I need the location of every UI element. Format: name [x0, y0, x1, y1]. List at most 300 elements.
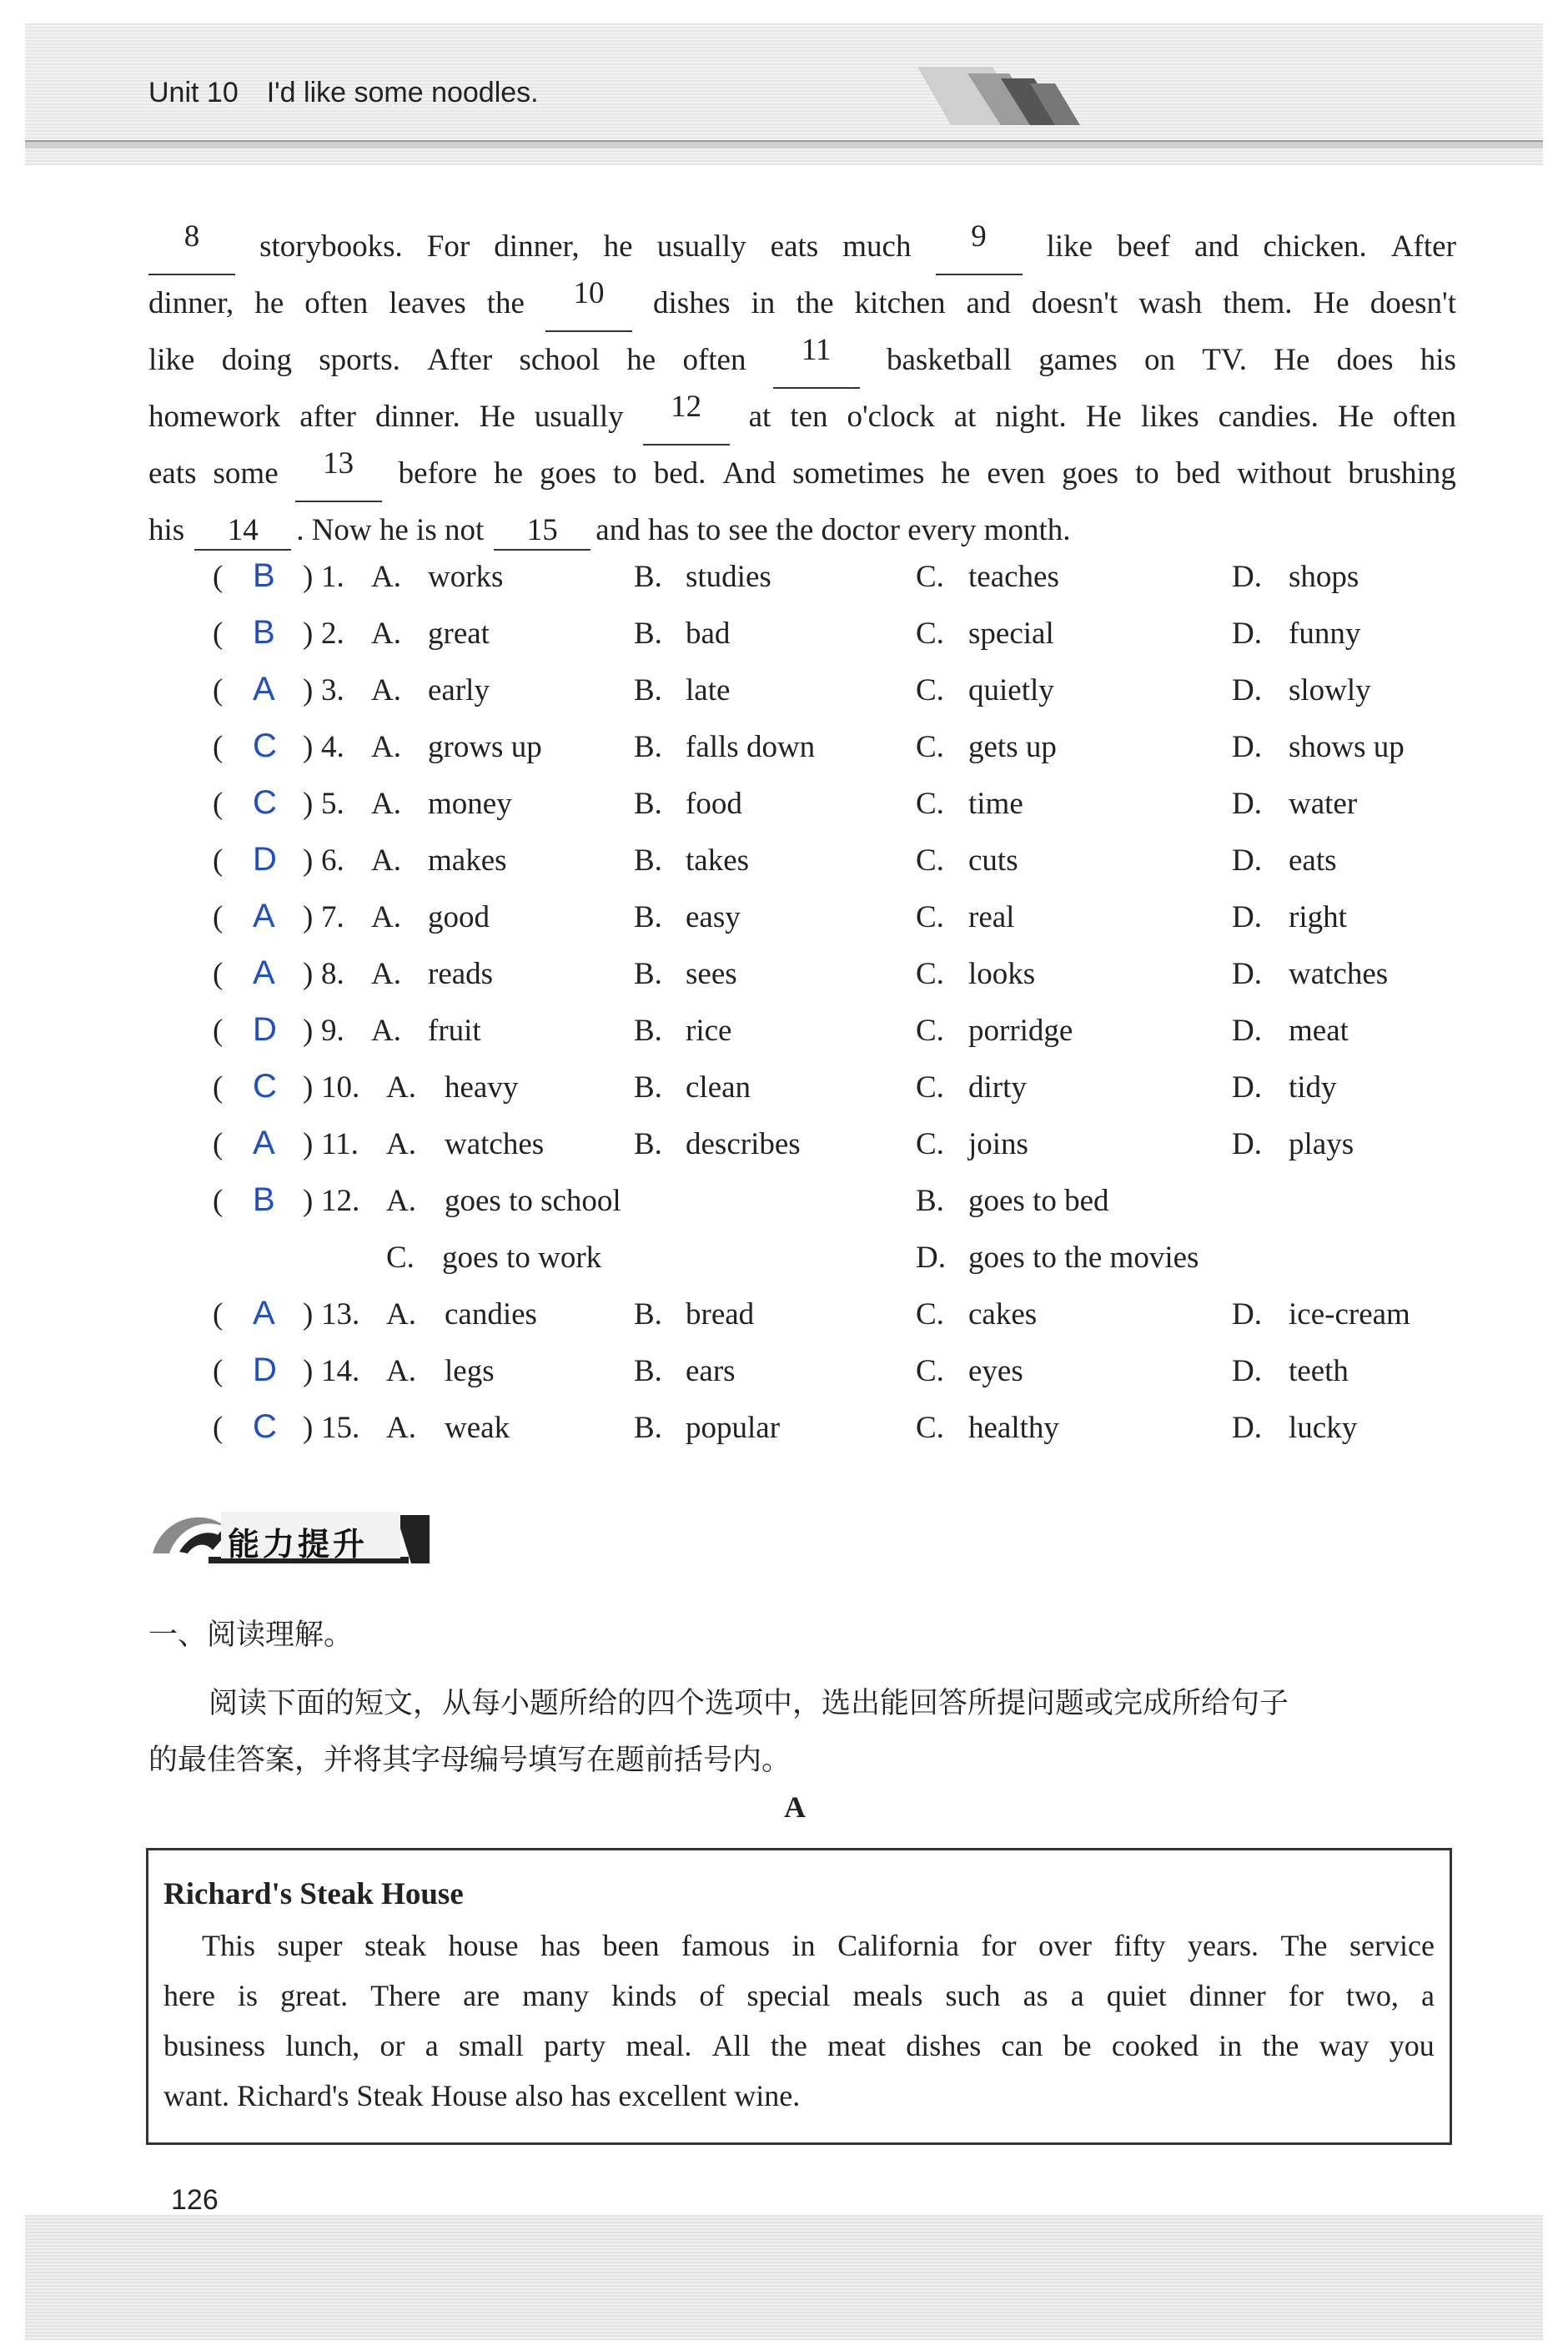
unit-label: Unit 10	[148, 77, 239, 108]
answer-paren-open: (	[213, 560, 224, 594]
passage-word: bed.	[653, 456, 706, 491]
option-c: cuts	[968, 843, 1018, 878]
passage-line	[148, 332, 1456, 389]
passage-word: he	[494, 456, 524, 491]
option-b: studies	[686, 560, 771, 594]
question-row	[213, 956, 1480, 1013]
page-footer	[25, 2215, 1543, 2340]
option-letter-c: C.	[916, 1411, 944, 1445]
question-number: 4.	[321, 730, 344, 764]
body-word: a	[1070, 1979, 1084, 2012]
option-letter-c: C.	[916, 1014, 944, 1048]
passage-word: He	[1085, 400, 1122, 434]
option-d: shops	[1289, 560, 1359, 594]
option-letter-c: C.	[386, 1241, 415, 1275]
passage-word: without	[1237, 456, 1332, 491]
option-a: goes to school	[445, 1184, 621, 1218]
body-word: a	[425, 2029, 439, 2062]
body-word: meat	[827, 2029, 886, 2062]
passage-word: He	[479, 400, 515, 434]
question-number: 15.	[321, 1411, 360, 1445]
cloze-blank[interactable]: 11	[773, 332, 860, 389]
answer-paren-close: )	[303, 787, 314, 821]
option-letter-c: C.	[916, 1070, 944, 1105]
passage-word: at	[748, 400, 771, 434]
answer-paren-open: (	[213, 843, 224, 878]
option-c: cakes	[968, 1297, 1038, 1332]
passage-word: often	[304, 286, 369, 320]
question-row	[213, 1183, 1480, 1240]
body-word: meals	[852, 1979, 923, 2012]
answer-letter[interactable]: B	[253, 557, 275, 594]
option-letter-b: B.	[634, 843, 662, 878]
option-letter-b: B.	[634, 730, 662, 764]
body-word: two,	[1345, 1979, 1399, 2012]
body-word: There	[370, 1979, 441, 2012]
answer-paren-close: )	[303, 1411, 314, 1445]
body-word: lunch,	[285, 2029, 360, 2062]
body-word: party	[544, 2029, 606, 2062]
answer-paren-close: )	[303, 1354, 314, 1388]
passage-word: He	[1313, 286, 1349, 320]
option-a: fruit	[428, 1014, 481, 1048]
passage-word: after	[299, 400, 356, 434]
passage-word: homework	[148, 400, 281, 434]
option-letter-c: C.	[916, 560, 944, 594]
passage-word: games	[1038, 343, 1118, 377]
answer-letter[interactable]: C	[253, 784, 277, 821]
passage-word: He	[1337, 400, 1374, 434]
passage-letter: A	[784, 1790, 806, 1824]
body-word: over	[1038, 1929, 1092, 1962]
body-word: is	[238, 1979, 259, 2012]
option-letter-d: D.	[1232, 1014, 1262, 1048]
passage-word: wash	[1138, 286, 1203, 320]
option-a: reads	[428, 957, 494, 991]
passage-body-line	[163, 2021, 1435, 2071]
header-title	[148, 77, 539, 109]
answer-paren-close: )	[303, 1297, 314, 1332]
question-number: 9.	[321, 1014, 344, 1048]
option-letter-a: A.	[371, 673, 401, 707]
option-b: bad	[686, 617, 731, 651]
passage-word: dinner,	[494, 229, 580, 264]
cloze-blank[interactable]: 10	[545, 275, 632, 332]
answer-paren-open: (	[213, 617, 224, 651]
question-row	[213, 672, 1480, 729]
passage-line	[148, 275, 1456, 332]
body-word: service	[1349, 1929, 1435, 1962]
body-word: years.	[1188, 1929, 1259, 1962]
option-c: time	[968, 787, 1023, 821]
option-c: gets up	[968, 730, 1057, 764]
option-letter-a: A.	[386, 1070, 416, 1105]
option-letter-d: D.	[1232, 900, 1262, 934]
option-b: takes	[686, 843, 750, 878]
passage-body-line	[163, 1921, 1435, 1971]
question-row	[213, 1296, 1480, 1353]
option-a: weak	[445, 1411, 510, 1445]
option-d: ice-cream	[1289, 1297, 1410, 1332]
answer-paren-open: (	[213, 1354, 224, 1388]
passage-word: and	[1194, 229, 1239, 264]
option-a: watches	[445, 1127, 545, 1161]
option-letter-b: B.	[634, 1411, 662, 1445]
body-word: or	[379, 2029, 405, 2062]
passage-word: sometimes	[792, 456, 925, 491]
passage-word: he	[626, 343, 656, 377]
option-d: water	[1289, 787, 1358, 821]
passage-word: some	[213, 456, 279, 491]
option-letter-b: B.	[634, 673, 662, 707]
question-number: 1.	[321, 560, 344, 594]
question-row	[213, 1070, 1480, 1126]
option-a: money	[428, 787, 512, 821]
answer-paren-close: )	[303, 1127, 314, 1161]
answer-paren-close: )	[303, 730, 314, 764]
option-letter-a: A.	[386, 1297, 416, 1332]
passage-word: goes	[1062, 456, 1118, 491]
body-word: special	[746, 1979, 831, 2012]
passage-word: ten	[790, 400, 828, 434]
answer-letter[interactable]: A	[253, 1125, 275, 1161]
option-letter-b: B.	[634, 1070, 662, 1105]
answer-letter[interactable]: A	[253, 1295, 275, 1332]
passage-word: does	[1336, 343, 1394, 377]
body-word: way	[1319, 2029, 1369, 2062]
body-word: super	[277, 1929, 343, 1962]
section-instruction	[148, 1675, 1456, 1789]
passage-word: chicken.	[1263, 229, 1367, 264]
question-number: 13.	[321, 1297, 360, 1332]
answer-paren-open: (	[213, 1070, 224, 1105]
passage-word: eats	[770, 229, 819, 264]
option-c: joins	[968, 1127, 1028, 1161]
option-d: tidy	[1289, 1070, 1337, 1105]
option-d: meat	[1289, 1014, 1349, 1048]
question-number: 5.	[321, 787, 344, 821]
option-letter-a: A.	[386, 1354, 416, 1388]
body-word: such	[945, 1979, 1001, 2012]
question-row	[213, 899, 1480, 956]
passage-word: like	[148, 343, 195, 377]
question-number: 7.	[321, 900, 344, 934]
passage-line	[148, 502, 1456, 559]
body-word: you	[1389, 2029, 1435, 2062]
option-letter-d: D.	[1232, 730, 1262, 764]
question-number: 11.	[321, 1127, 359, 1161]
passage-word: dishes	[653, 286, 731, 320]
option-letter-c: C.	[916, 900, 944, 934]
option-d: goes to the movies	[968, 1241, 1199, 1275]
option-letter-b: B.	[634, 1014, 662, 1048]
reading-passage-box	[146, 1848, 1452, 2145]
instruction-line-1: 阅读下面的短文，从每小题所给的四个选项中，选出能回答所提问题或完成所给句子	[209, 1687, 1289, 1720]
option-c: looks	[968, 957, 1036, 991]
passage-word: he	[941, 456, 971, 491]
option-letter-b: B.	[634, 787, 662, 821]
passage-line	[148, 219, 1456, 275]
answer-letter[interactable]: D	[253, 1011, 277, 1048]
answer-paren-close: )	[303, 1014, 314, 1048]
passage-word: school	[519, 343, 601, 377]
passage-word: night.	[995, 400, 1067, 434]
passage-word: the	[796, 286, 834, 320]
option-c: goes to work	[442, 1241, 602, 1275]
option-b: food	[686, 787, 742, 821]
passage-word: bed	[1175, 456, 1221, 491]
answer-paren-open: (	[213, 1014, 224, 1048]
passage-word: usually	[656, 229, 746, 264]
option-a: works	[428, 560, 504, 594]
answer-paren-open: (	[213, 1411, 224, 1445]
passage-title: Richard's Steak House	[163, 1877, 464, 1911]
passage-word: doesn't	[1031, 286, 1118, 320]
answer-paren-close: )	[303, 617, 314, 651]
option-d: shows up	[1289, 730, 1405, 764]
cloze-blank[interactable]: 13	[295, 446, 382, 502]
answer-letter[interactable]: D	[253, 1352, 277, 1388]
option-letter-a: A.	[371, 1014, 401, 1048]
body-word: dishes	[906, 2029, 982, 2062]
option-letter-c: C.	[916, 1297, 944, 1332]
body-word: fifty	[1113, 1929, 1166, 1962]
body-word: are	[463, 1979, 500, 2012]
passage-word: o'clock	[847, 400, 935, 434]
passage-text: his	[148, 513, 185, 547]
question-number: 8.	[321, 957, 344, 991]
cloze-blank[interactable]: 8	[148, 219, 235, 275]
question-number: 6.	[321, 843, 344, 878]
body-word: business	[163, 2029, 266, 2062]
option-letter-a: A.	[371, 787, 401, 821]
passage-text: . Now he is not	[296, 513, 485, 547]
option-letter-d: D.	[1232, 560, 1262, 594]
passage-word: storybooks.	[259, 229, 403, 264]
option-b: ears	[686, 1354, 736, 1388]
unit-title: I'd like some noodles.	[266, 77, 539, 108]
option-d: plays	[1289, 1127, 1354, 1161]
body-word: famous	[681, 1929, 771, 1962]
body-word: This	[202, 1929, 256, 1962]
option-c: quietly	[968, 673, 1054, 707]
option-letter-a: A.	[371, 617, 401, 651]
answer-paren-close: )	[303, 560, 314, 594]
option-b: easy	[686, 900, 741, 934]
body-word: for	[981, 1929, 1017, 1962]
body-word: be	[1063, 2029, 1092, 2062]
answer-letter[interactable]: B	[253, 614, 275, 651]
option-letter-a: A.	[386, 1127, 416, 1161]
option-b: clean	[686, 1070, 751, 1105]
passage-word: to	[1135, 456, 1159, 491]
option-letter-c: C.	[916, 843, 944, 878]
option-letter-a: A.	[371, 957, 401, 991]
section-banner	[146, 1502, 434, 1577]
section-title: 一、阅读理解。	[148, 1619, 354, 1652]
answer-paren-open: (	[213, 957, 224, 991]
option-letter-d: D.	[1232, 787, 1262, 821]
answer-letter[interactable]: A	[253, 671, 275, 707]
passage-word: beef	[1117, 229, 1170, 264]
body-word: can	[1001, 2029, 1043, 2062]
option-d: teeth	[1289, 1354, 1349, 1388]
answer-letter[interactable]: C	[253, 727, 277, 764]
option-letter-a: A.	[371, 730, 401, 764]
passage-word: After	[427, 343, 493, 377]
option-letter-a: A.	[371, 900, 401, 934]
passage-word: sports.	[319, 343, 400, 377]
option-letter-b: B.	[634, 1354, 662, 1388]
passage-word: usually	[534, 400, 624, 434]
banner-title: 能力提升	[228, 1526, 369, 1563]
option-c: porridge	[968, 1014, 1073, 1048]
body-word: in	[1219, 2029, 1243, 2062]
body-word: meal.	[626, 2029, 692, 2062]
answer-letter[interactable]: A	[253, 898, 275, 934]
cloze-blank[interactable]: 12	[643, 389, 730, 446]
passage-word: often	[1392, 400, 1456, 434]
question-row	[213, 843, 1480, 899]
question-row	[213, 1126, 1480, 1183]
option-c: teaches	[968, 560, 1059, 594]
answer-paren-close: )	[303, 843, 314, 878]
passage-word: on	[1143, 343, 1175, 377]
cloze-blank[interactable]: 9	[936, 219, 1023, 275]
passage-word: candies.	[1218, 400, 1319, 434]
option-a: heavy	[445, 1070, 519, 1105]
passage-word: doesn't	[1369, 286, 1456, 320]
option-b: goes to bed	[968, 1184, 1109, 1218]
header-rule	[25, 140, 1543, 149]
option-c: real	[968, 900, 1015, 934]
passage-word: After	[1390, 229, 1456, 264]
option-d: lucky	[1289, 1411, 1358, 1445]
option-letter-c: C.	[916, 1127, 944, 1161]
question-row	[213, 559, 1480, 616]
passage-word: dinner,	[148, 286, 234, 320]
question-number: 2.	[321, 617, 344, 651]
answer-paren-close: )	[303, 1070, 314, 1105]
body-word: cooked	[1111, 2029, 1199, 2062]
question-row	[213, 1013, 1480, 1070]
body-word: house	[448, 1929, 519, 1962]
question-list	[213, 559, 1480, 1467]
option-a: makes	[428, 843, 507, 878]
passage-line	[148, 446, 1456, 502]
answer-letter[interactable]: C	[253, 1408, 277, 1445]
answer-letter[interactable]: B	[253, 1181, 275, 1218]
option-a: great	[428, 617, 490, 651]
answer-paren-open: (	[213, 673, 224, 707]
question-row	[213, 729, 1480, 786]
answer-paren-open: (	[213, 1297, 224, 1332]
passage-word: eats	[148, 456, 197, 491]
passage-word: likes	[1140, 400, 1199, 434]
passage-word: like	[1046, 229, 1093, 264]
body-word: a	[1421, 1979, 1435, 2012]
body-word: been	[602, 1929, 660, 1962]
passage-word: dinner.	[374, 400, 460, 434]
answer-letter[interactable]: A	[253, 954, 275, 991]
option-letter-a: A.	[371, 560, 401, 594]
body-word: here	[163, 1979, 215, 2012]
option-a: good	[428, 900, 490, 934]
answer-paren-close: )	[303, 900, 314, 934]
option-letter-b: B.	[634, 957, 662, 991]
option-letter-c: C.	[916, 673, 944, 707]
body-word: of	[699, 1979, 725, 2012]
answer-paren-close: )	[303, 673, 314, 707]
option-letter-b: B.	[634, 560, 662, 594]
option-letter-d: D.	[1232, 617, 1262, 651]
option-letter-c: C.	[916, 957, 944, 991]
header-stripes-decoration	[917, 67, 1134, 142]
option-letter-d: D.	[1232, 1127, 1262, 1161]
answer-paren-close: )	[303, 1184, 314, 1218]
option-letter-c: C.	[916, 787, 944, 821]
passage-word: brushing	[1348, 456, 1456, 491]
option-letter-b: B.	[634, 617, 662, 651]
passage-text: and has to see the doctor every month.	[596, 513, 1071, 547]
body-word: has	[540, 1929, 581, 1962]
passage-body-line: want. Richard's Steak House also has excellent wine.	[163, 2079, 801, 2112]
passage-word: them.	[1223, 286, 1293, 320]
passage-word: at	[953, 400, 977, 434]
option-letter-d: D.	[1232, 843, 1262, 878]
question-number: 14.	[321, 1354, 360, 1388]
passage-word: the	[486, 286, 525, 320]
passage-word: before	[398, 456, 478, 491]
option-letter-a: A.	[386, 1411, 416, 1445]
instruction-line-2: 的最佳答案，并将其字母编号填写在题前括号内。	[148, 1744, 792, 1777]
cloze-blank[interactable]: 14	[194, 512, 291, 551]
answer-paren-open: (	[213, 900, 224, 934]
option-letter-d: D.	[1232, 1070, 1262, 1105]
option-letter-c: C.	[916, 617, 944, 651]
body-word: great.	[280, 1979, 349, 2012]
option-letter-a: A.	[371, 843, 401, 878]
passage-word: he	[254, 286, 284, 320]
passage-word: much	[842, 229, 912, 264]
answer-paren-open: (	[213, 730, 224, 764]
answer-letter[interactable]: C	[253, 1068, 277, 1105]
body-word: as	[1023, 1979, 1048, 2012]
body-word: steak	[364, 1929, 426, 1962]
passage-body	[163, 1921, 1435, 2121]
cloze-blank[interactable]: 15	[494, 512, 591, 551]
question-number: 12.	[321, 1184, 360, 1218]
answer-letter[interactable]: D	[253, 841, 277, 878]
passage-word: doing	[221, 343, 292, 377]
option-b: bread	[686, 1297, 755, 1332]
passage-word: kitchen	[854, 286, 946, 320]
answer-paren-open: (	[213, 1127, 224, 1161]
passage-word: his	[1420, 343, 1456, 377]
question-number: 3.	[321, 673, 344, 707]
option-d: eats	[1289, 843, 1337, 878]
body-word: kinds	[611, 1979, 677, 2012]
passage-body-line	[163, 1971, 1435, 2021]
option-b: falls down	[686, 730, 816, 764]
option-d: right	[1289, 900, 1347, 934]
passage-word: often	[682, 343, 746, 377]
passage-word: leaves	[389, 286, 466, 320]
option-b: describes	[686, 1127, 801, 1161]
option-letter-b: B.	[634, 1297, 662, 1332]
option-letter-d: D.	[1232, 1411, 1262, 1445]
option-a: candies	[445, 1297, 537, 1332]
